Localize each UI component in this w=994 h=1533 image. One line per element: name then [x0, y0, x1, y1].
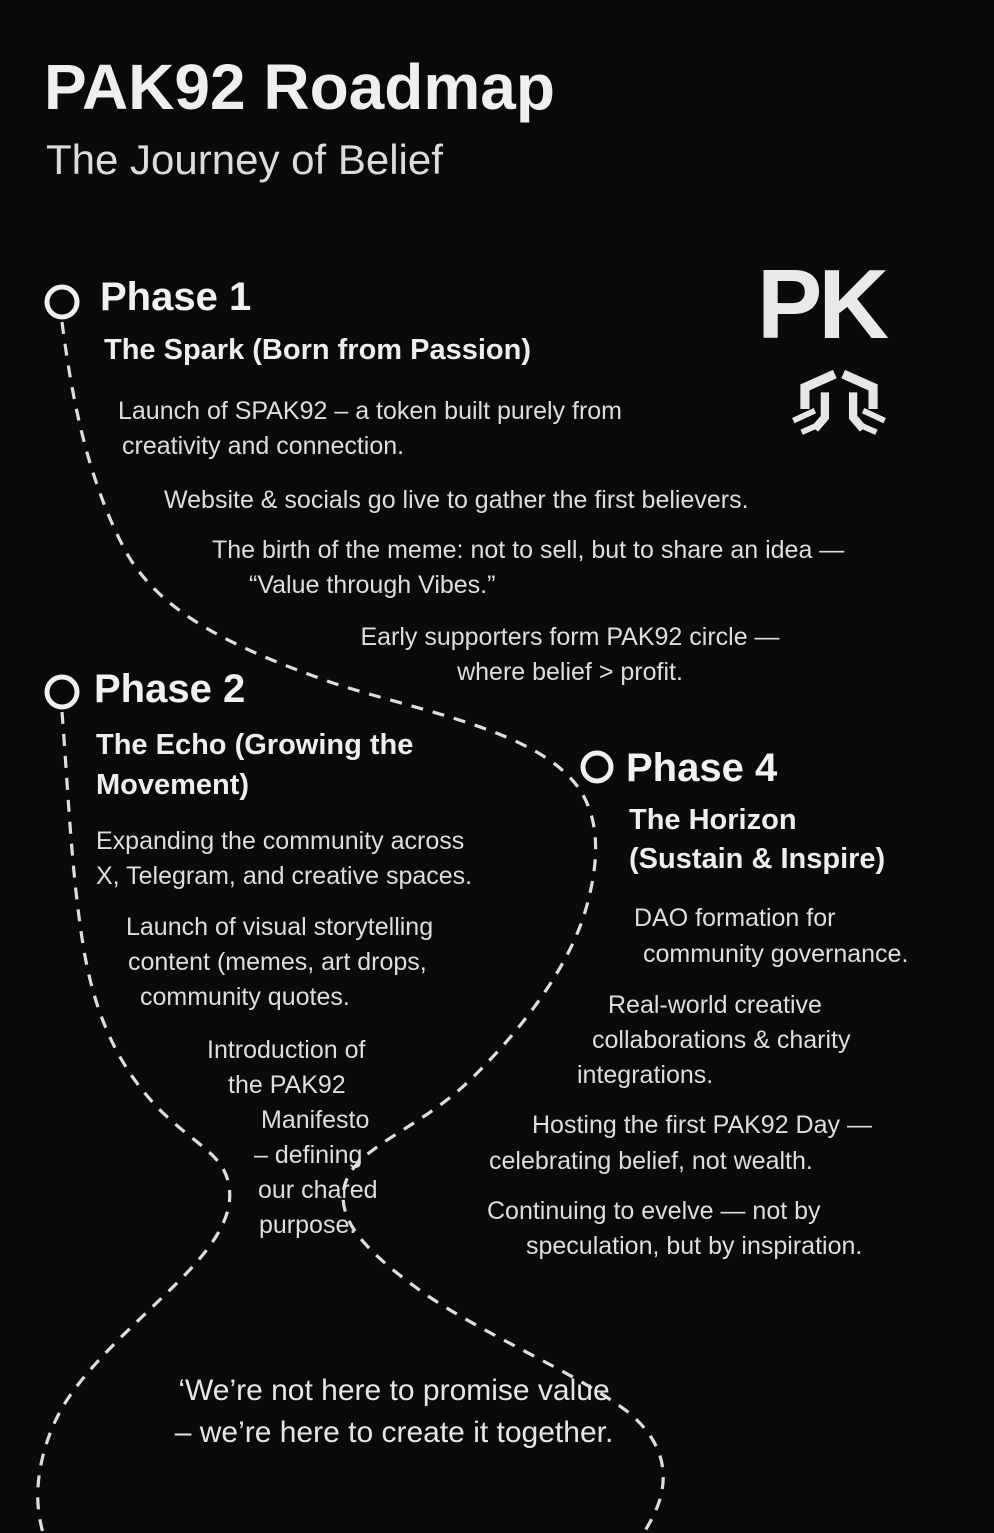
closing-quote: [148, 1370, 640, 1454]
text-line: – defining: [254, 1141, 363, 1169]
text-line: Manifesto: [261, 1106, 370, 1134]
text-line: Early supporters form PAK92 circle —: [360, 623, 780, 651]
text-line: (Sustain & Inspire): [629, 843, 886, 875]
phase1-marker: [47, 287, 77, 317]
phase4-subtitle: [629, 801, 885, 879]
phase4-item-collaborations: [577, 988, 850, 1093]
text-line: the PAK92: [228, 1071, 346, 1099]
text-line: content (memes, art drops,: [128, 948, 427, 976]
text-line: “Value through Vibes.”: [249, 571, 496, 599]
text-line: Expanding the community across: [96, 827, 465, 855]
phase1-item-launch: [118, 394, 622, 464]
text-line: collaborations & charity: [592, 1026, 851, 1054]
phase4-item-pak92-day: [489, 1107, 872, 1179]
text-line: community governance.: [643, 940, 909, 968]
phase2-item-manifesto: [207, 1033, 378, 1243]
text-line: Movement): [96, 769, 250, 801]
phase4-item-evolve: [487, 1194, 862, 1264]
text-line: speculation, but by inspiration.: [526, 1232, 863, 1260]
phase2-marker: [47, 677, 77, 707]
phase4-item-dao: [634, 900, 908, 972]
text-line: integrations.: [577, 1061, 714, 1089]
text-line: where belief > profit.: [457, 658, 683, 686]
text-line: Introduction of: [207, 1036, 366, 1064]
text-line: ‘We’re not here to promise value: [178, 1374, 610, 1407]
page-subtitle: The Journey of Belief: [46, 136, 443, 183]
text-line: Launch of SPAK92 – a token built purely from: [118, 397, 623, 425]
text-line: The Horizon: [629, 804, 797, 836]
phase1-heading: Phase 1: [100, 275, 252, 319]
text-line: purpose.: [259, 1211, 357, 1239]
phase2-subtitle: [96, 725, 413, 805]
text-line: X, Telegram, and creative spaces.: [96, 862, 473, 890]
text-line: celebrating belief, not wealth.: [489, 1147, 813, 1175]
phase1-item-meme: [212, 533, 844, 603]
phase2-heading: Phase 2: [94, 667, 246, 711]
phase4-heading: Phase 4: [626, 746, 778, 790]
text-line: Continuing to evelve — not by: [487, 1197, 821, 1225]
phase2-item-storytelling: [126, 910, 433, 1015]
phase1-subtitle: The Spark (Born from Passion): [104, 334, 532, 366]
text-line: our chared: [258, 1176, 378, 1204]
page-title: PAK92 Roadmap: [44, 51, 555, 123]
phase2-item-expanding: [96, 824, 472, 894]
text-line: The birth of the meme: not to sell, but to share an idea —: [212, 536, 845, 564]
text-line: DAO formation for: [634, 904, 836, 932]
text-line: Website & socials go live to gather the first believers.: [164, 486, 749, 514]
text-line: Hosting the first PAK92 Day —: [532, 1111, 872, 1139]
text-line: The Echo (Growing the: [96, 729, 414, 761]
text-line: community quotes.: [140, 983, 350, 1011]
brand-logo-text: PK: [757, 249, 886, 359]
text-line: creativity and connection.: [122, 432, 405, 460]
text-line: Real-world creative: [608, 991, 822, 1019]
phase4-marker: [583, 753, 611, 781]
text-line: – we’re here to create it together.: [174, 1416, 614, 1449]
phase1-item-supporters: [340, 620, 800, 690]
pk-hexagon-quotes-icon: [785, 367, 893, 451]
text-line: Launch of visual storytelling: [126, 913, 434, 941]
phase1-item-website: [164, 483, 749, 518]
